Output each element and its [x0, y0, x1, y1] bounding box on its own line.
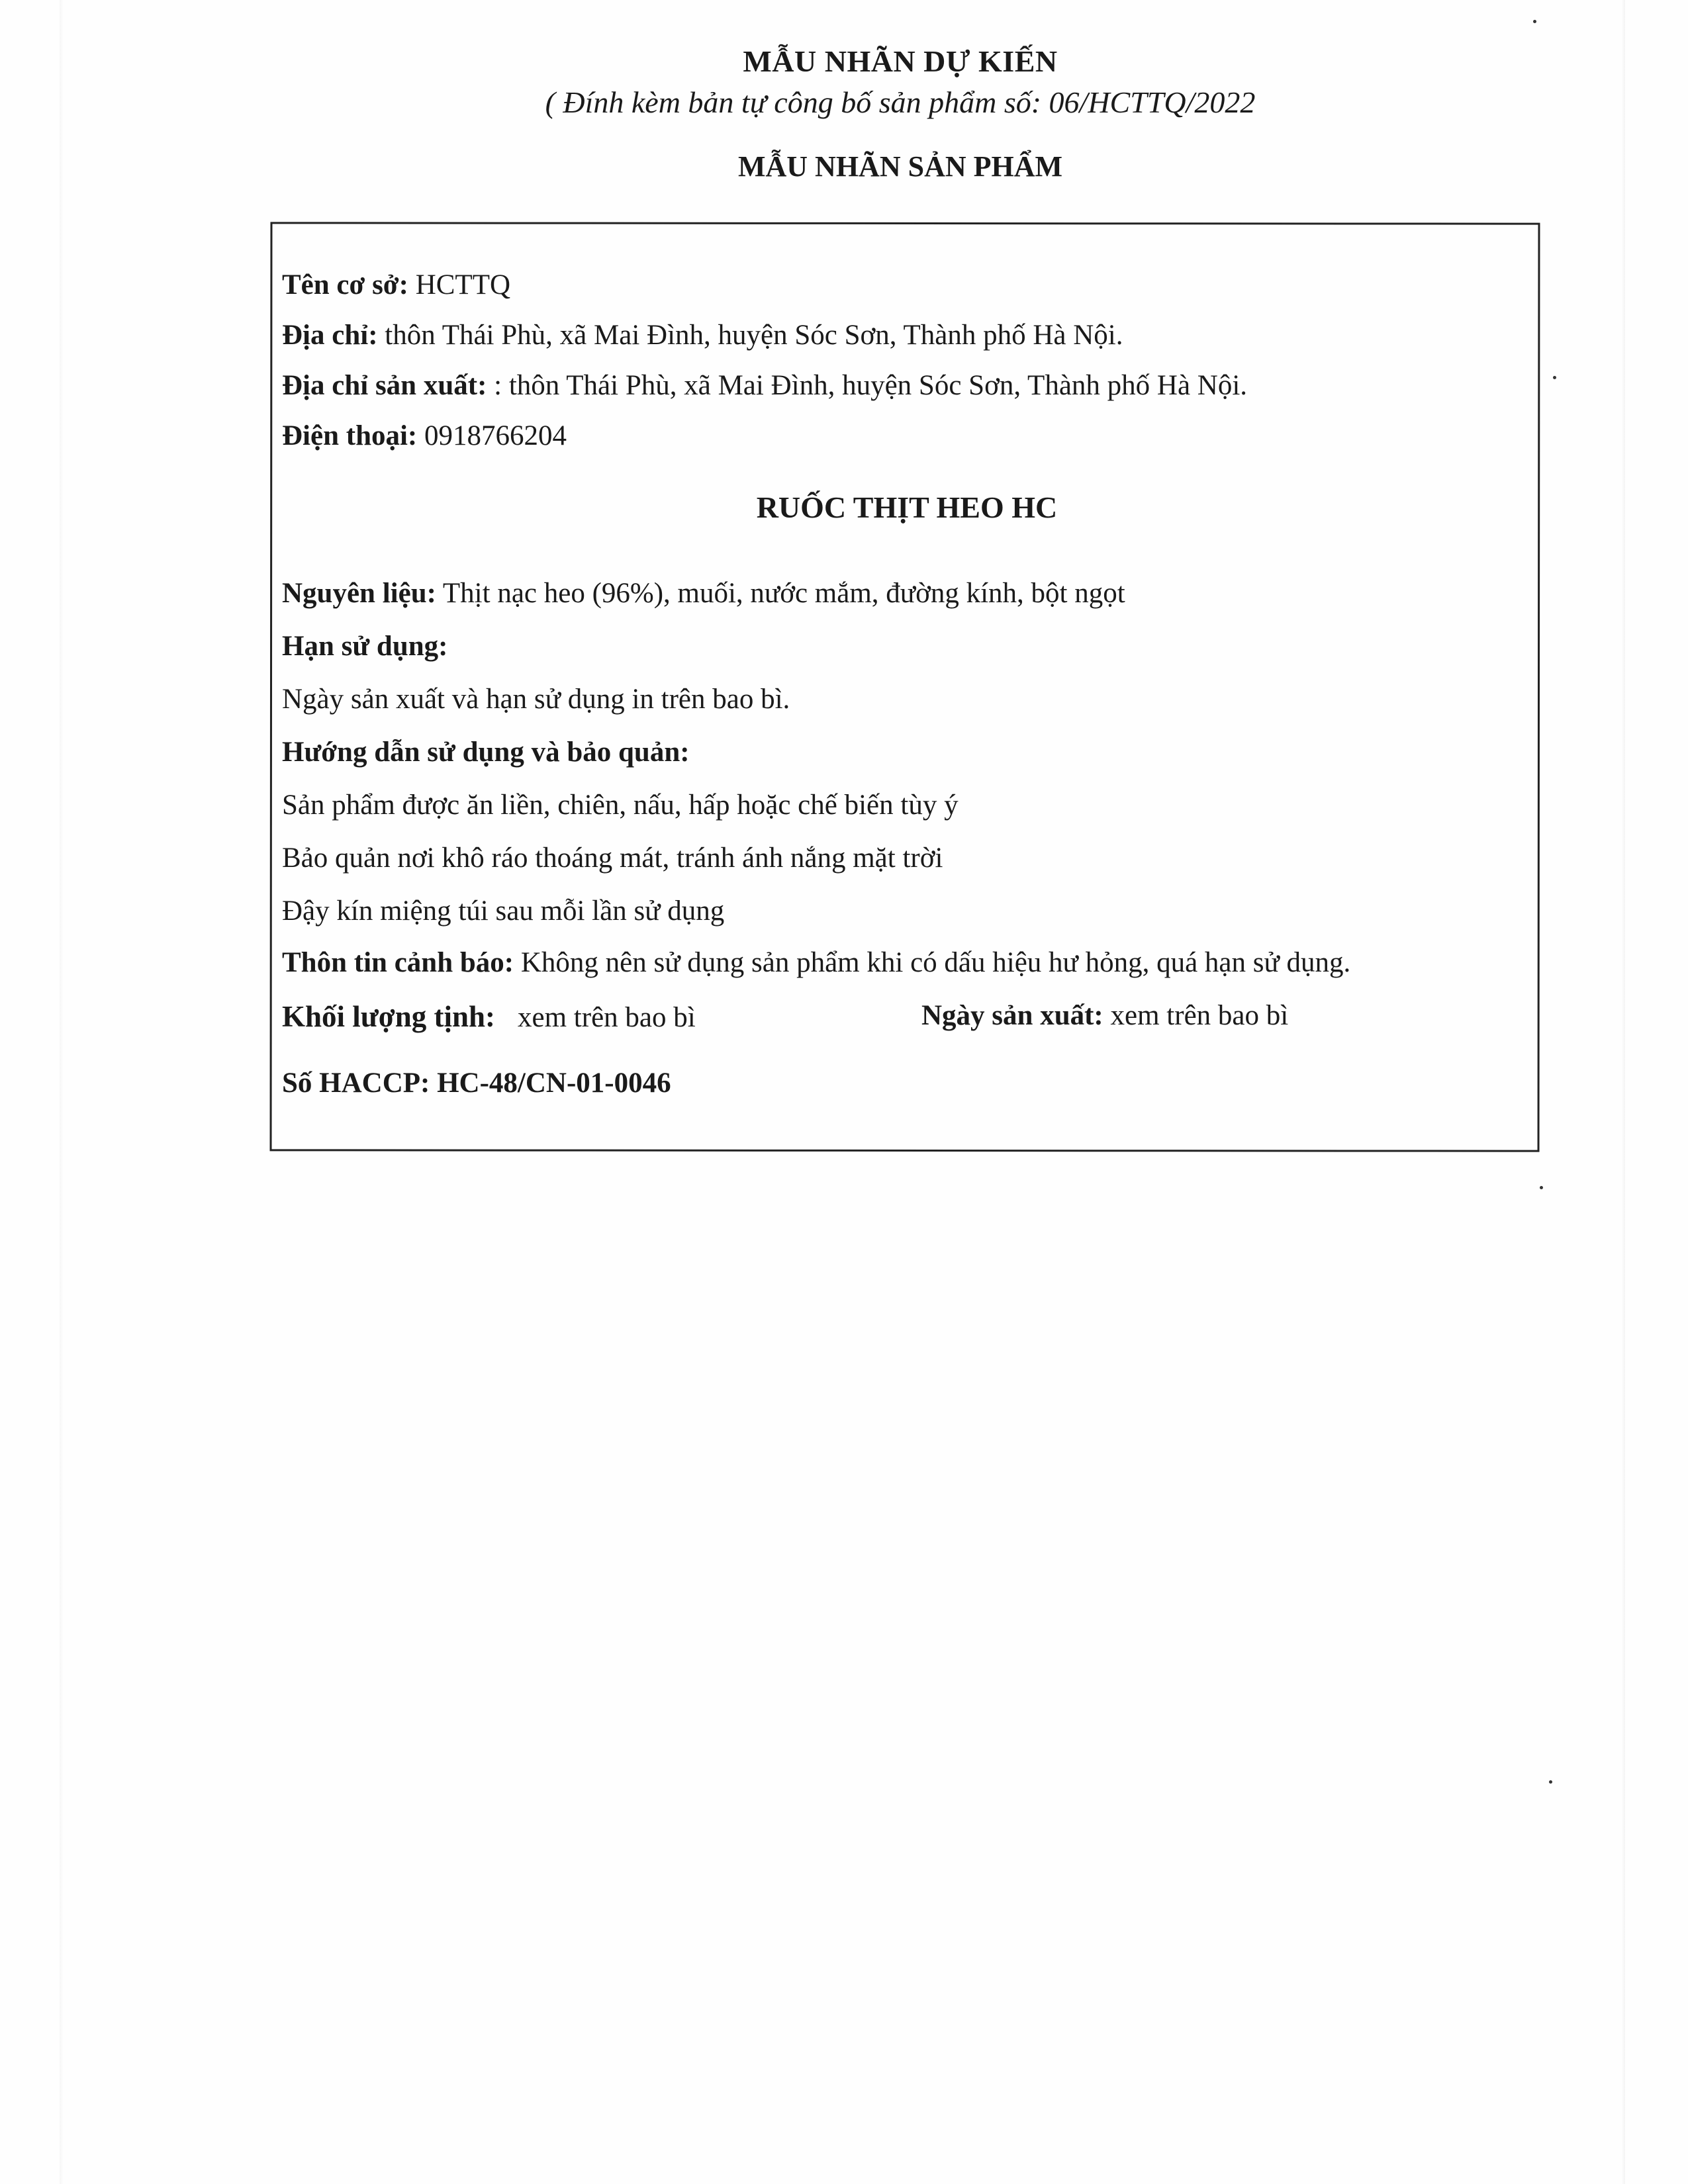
- usage-line-2: Bảo quản nơi khô ráo thoáng mát, tránh ánh nắng mặt trời: [282, 842, 943, 874]
- scan-speck: [1549, 1780, 1552, 1784]
- production-address-value: : thôn Thái Phù, xã Mai Đình, huyện Sóc Sơn, Thành phố Hà Nội.: [487, 370, 1248, 401]
- net-weight-key: Khối lượng tịnh:: [282, 1000, 496, 1033]
- facility-value: HCTTQ: [408, 269, 511, 300]
- ingredients-value: Thịt nạc heo (96%), muối, nước mắm, đường kính, bột ngọt: [436, 578, 1125, 609]
- phone-key: Điện thoại:: [282, 420, 418, 451]
- phone-value: 0918766204: [417, 420, 567, 451]
- address-value: thôn Thái Phù, xã Mai Đình, huyện Sóc Sơn, Thành phố Hà Nội.: [377, 320, 1123, 351]
- usage-line-1: Sản phẩm được ăn liền, chiên, nấu, hấp hoặc chế biến tùy ý: [282, 790, 959, 821]
- production-address-key: Địa chỉ sản xuất:: [282, 370, 487, 401]
- expiry-text: Ngày sản xuất và hạn sử dụng in trên bao bì.: [282, 684, 790, 715]
- scan-speck: [1533, 20, 1536, 23]
- warning-value: Không nên sử dụng sản phẩm khi có dấu hiệu hư hỏng, quá hạn sử dụng.: [514, 947, 1351, 978]
- production-address-line: [282, 369, 1247, 402]
- scan-speck: [1540, 1186, 1543, 1189]
- usage-key: Hướng dẫn sử dụng và bảo quản:: [282, 737, 690, 768]
- ingredients-line: [282, 577, 1125, 610]
- address-key: Địa chỉ:: [282, 320, 378, 351]
- warning-line: [282, 946, 1350, 979]
- product-name: RUỐC THỊT HEO HC: [756, 490, 1058, 524]
- warning-key: Thôn tin cảnh báo:: [282, 947, 514, 978]
- phone-line: [282, 420, 567, 452]
- document-title: MẪU NHÃN DỰ KIẾN: [743, 44, 1058, 78]
- scan-shadow-right: [1621, 0, 1625, 2184]
- ingredients-key: Nguyên liệu:: [282, 578, 436, 609]
- address-line: [282, 319, 1123, 351]
- label-heading: MẪU NHÃN SẢN PHẨM: [737, 150, 1063, 183]
- usage-heading: [282, 736, 690, 768]
- production-date-value: xem trên bao bì: [1103, 1000, 1289, 1031]
- scan-shadow-left: [60, 0, 64, 2184]
- production-date-key: Ngày sản xuất:: [921, 1000, 1103, 1031]
- haccp-line: Số HACCP: HC-48/CN-01-0046: [282, 1068, 671, 1099]
- scan-speck: [1553, 376, 1556, 379]
- net-weight-value: xem trên bao bì: [518, 1002, 696, 1033]
- expiry-heading: [282, 630, 447, 662]
- production-date-line: [921, 999, 1288, 1032]
- net-weight-line: [282, 999, 696, 1034]
- facility-line: [282, 269, 510, 301]
- document-subtitle: ( Đính kèm bản tự công bố sản phẩm số: 06/HCTTQ/2022: [545, 85, 1256, 119]
- usage-line-3: Đậy kín miệng túi sau mỗi lần sử dụng: [282, 895, 725, 927]
- expiry-key: Hạn sử dụng:: [282, 631, 448, 662]
- facility-key: Tên cơ sở:: [282, 269, 408, 300]
